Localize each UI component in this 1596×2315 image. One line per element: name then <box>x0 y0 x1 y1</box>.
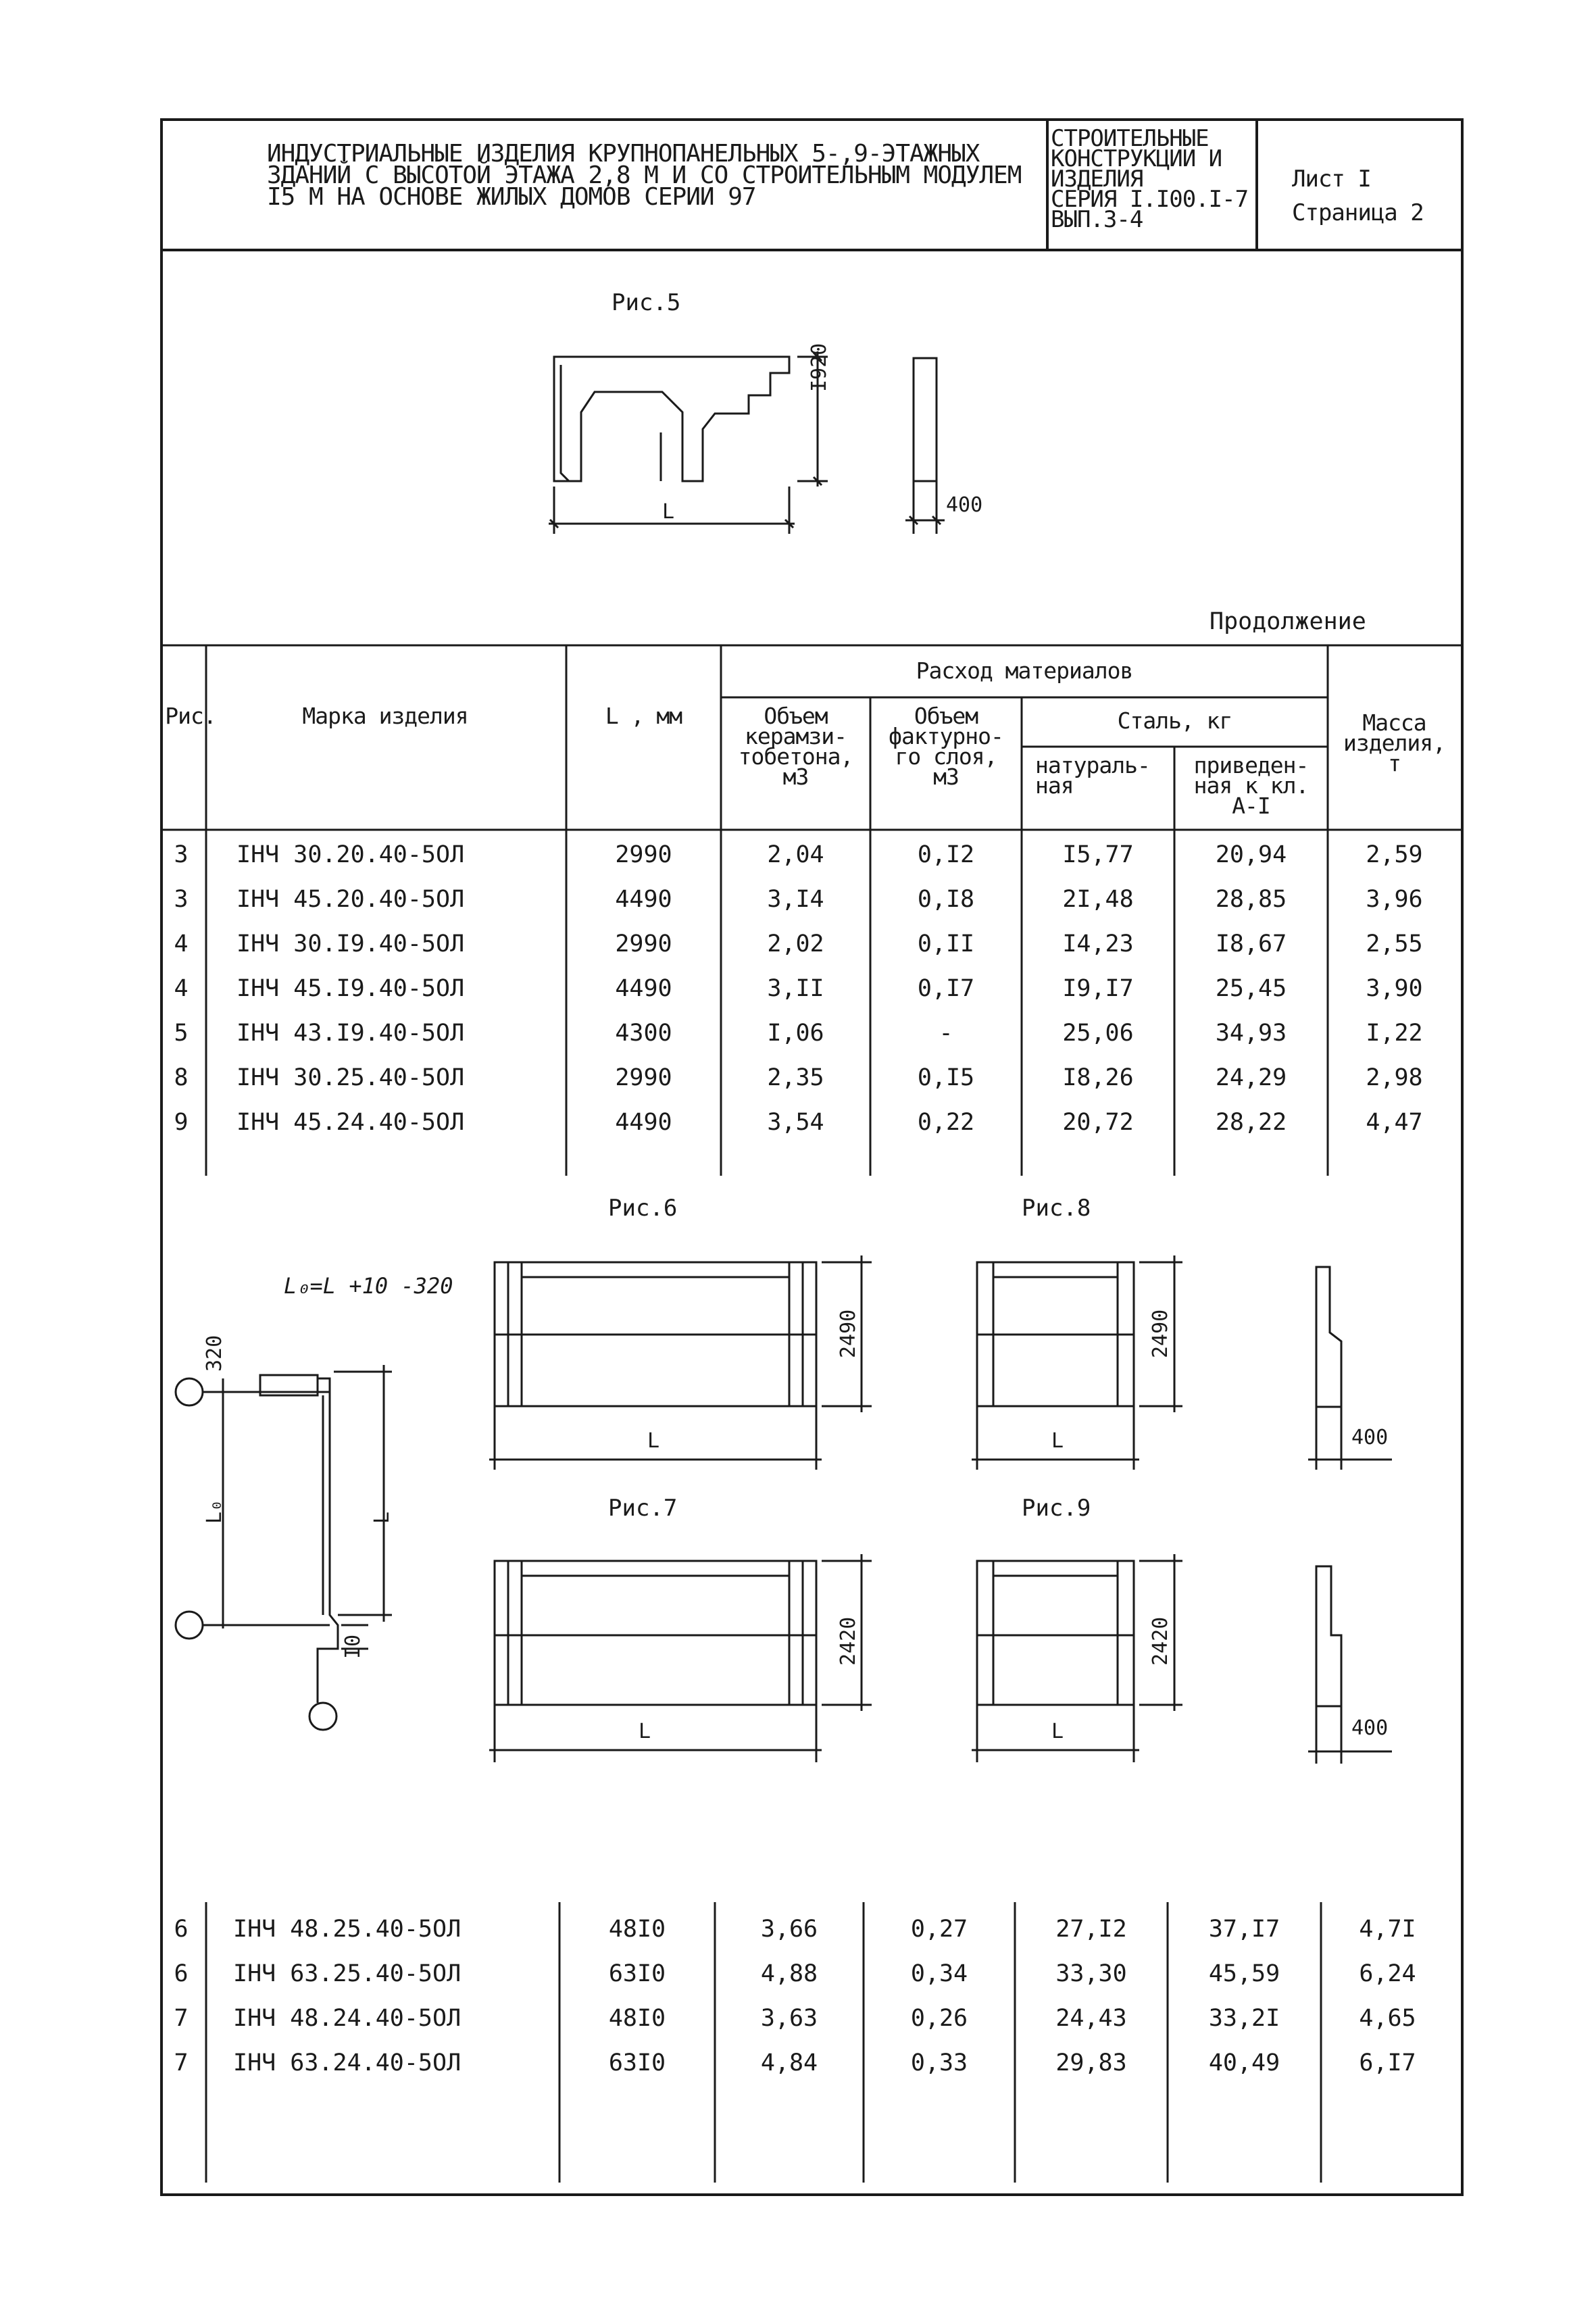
cell-mass: 3,90 <box>1366 975 1423 1002</box>
cell-facing: 0,I2 <box>917 841 975 868</box>
cell-steel-reduced: 37,I7 <box>1208 1916 1280 1943</box>
cell-steel-reduced: 28,85 <box>1215 886 1287 913</box>
cell-facing: 0,II <box>917 930 975 957</box>
th-length: L , мм <box>605 703 682 729</box>
cell-steel-natural: I5,77 <box>1062 841 1134 868</box>
th-concrete-line: керамзи- <box>745 723 847 749</box>
detail-formula: L₀=L +10 -320 <box>284 1273 453 1299</box>
cell-length: 2990 <box>615 1064 672 1091</box>
cell-mass: 4,7I <box>1359 1916 1416 1943</box>
cell-concrete: 2,02 <box>767 930 824 957</box>
cell-fig: 7 <box>174 2049 189 2076</box>
cell-fig: 3 <box>174 886 189 913</box>
cell-steel-natural: 25,06 <box>1062 1020 1134 1047</box>
th-steel-natural-line: ная <box>1035 772 1074 799</box>
cell-mass: 2,59 <box>1366 841 1423 868</box>
th-mass-line: т <box>1388 750 1401 776</box>
cell-steel-reduced: I8,67 <box>1215 930 1287 957</box>
fig9-length-dim: L <box>1051 1720 1064 1743</box>
cell-facing: 0,I5 <box>917 1064 975 1091</box>
th-concrete-line: Объем <box>764 703 828 729</box>
cell-steel-reduced: 45,59 <box>1208 1960 1280 1987</box>
cell-mark: IНЧ 30.25.40-5ОЛ <box>236 1064 465 1091</box>
cell-facing: 0,34 <box>910 1960 968 1987</box>
cell-fig: 5 <box>174 1020 189 1047</box>
cell-concrete: 3,54 <box>767 1109 824 1136</box>
th-steel-reduced-line: приведен- <box>1193 752 1309 778</box>
cell-concrete: 4,84 <box>760 2049 818 2076</box>
th-concrete-line: м3 <box>782 764 809 790</box>
detail-l0-label: L₀ <box>203 1499 226 1524</box>
cell-facing: 0,33 <box>910 2049 968 2076</box>
cell-concrete: 3,63 <box>760 2005 818 2032</box>
fig8-thickness-dim: 400 <box>1351 1426 1389 1449</box>
fig6-height-dim: 2490 <box>837 1309 860 1358</box>
series-line-5: ВЫП.3-4 <box>1051 206 1143 233</box>
cell-fig: 6 <box>174 1960 189 1987</box>
page-number: Страница 2 <box>1292 199 1424 226</box>
cell-length: 48I0 <box>608 2005 666 2032</box>
cell-concrete: 2,04 <box>767 841 824 868</box>
cell-concrete: 3,66 <box>760 1916 818 1943</box>
th-steel-reduced-line: А-I <box>1232 793 1270 819</box>
cell-mark: IНЧ 45.20.40-5ОЛ <box>236 886 465 913</box>
fig9-label: Рис.9 <box>1022 1495 1091 1522</box>
cell-length: 4490 <box>615 1109 672 1136</box>
series-line-3: ИЗДЕЛИЯ <box>1051 166 1143 193</box>
cell-mark: IНЧ 43.I9.40-5ОЛ <box>236 1020 465 1047</box>
cell-concrete: 4,88 <box>760 1960 818 1987</box>
cell-length: 4490 <box>615 886 672 913</box>
cell-fig: 7 <box>174 2005 189 2032</box>
cell-mass: 4,65 <box>1359 2005 1416 2032</box>
cell-facing: - <box>939 1020 953 1047</box>
cell-fig: 6 <box>174 1916 189 1943</box>
th-facing-line: го слоя, <box>895 743 997 770</box>
cell-mass: 3,96 <box>1366 886 1423 913</box>
th-mass-line: изделия, <box>1343 730 1445 756</box>
cell-steel-natural: I8,26 <box>1062 1064 1134 1091</box>
cell-mark: IНЧ 48.24.40-5ОЛ <box>233 2005 462 2032</box>
cell-steel-natural: 27,I2 <box>1055 1916 1127 1943</box>
fig9-thickness-dim: 400 <box>1351 1716 1389 1740</box>
cell-length: 48I0 <box>608 1916 666 1943</box>
fig7-height-dim: 2420 <box>837 1616 860 1666</box>
cell-facing: 0,22 <box>917 1109 975 1136</box>
cell-steel-natural: I9,I7 <box>1062 975 1134 1002</box>
fig6-length-dim: L <box>647 1429 660 1453</box>
cell-mark: IНЧ 63.24.40-5ОЛ <box>233 2049 462 2076</box>
fig8-label: Рис.8 <box>1022 1195 1091 1222</box>
cell-steel-natural: I4,23 <box>1062 930 1134 957</box>
fig7-length-dim: L <box>639 1720 651 1743</box>
cell-steel-natural: 24,43 <box>1055 2005 1127 2032</box>
cell-mark: IНЧ 45.24.40-5ОЛ <box>236 1109 465 1136</box>
cell-steel-reduced: 20,94 <box>1215 841 1287 868</box>
cell-steel-natural: 29,83 <box>1055 2049 1127 2076</box>
th-facing-line: фактурно- <box>889 723 1003 749</box>
cell-mass: I,22 <box>1366 1020 1423 1047</box>
detail-bottom-dim: I0 <box>341 1634 365 1659</box>
cell-steel-reduced: 25,45 <box>1215 975 1287 1002</box>
cell-steel-reduced: 34,93 <box>1215 1020 1287 1047</box>
cell-facing: 0,I8 <box>917 886 975 913</box>
cell-facing: 0,26 <box>910 2005 968 2032</box>
cell-mass: 2,55 <box>1366 930 1423 957</box>
fig7-label: Рис.7 <box>608 1495 678 1522</box>
cell-steel-natural: 20,72 <box>1062 1109 1134 1136</box>
title-line-1: ИНДУСТРИАЛЬНЫЕ ИЗДЕЛИЯ КРУПНОПАНЕЛЬНЫХ 5-,9-ЭТАЖНЫХ <box>267 140 980 168</box>
series-line-4: СЕРИЯ I.I00.I-7 <box>1051 186 1249 213</box>
th-mark: Марка изделия <box>302 703 468 729</box>
cell-fig: 9 <box>174 1109 189 1136</box>
th-fig: Рис. <box>165 703 216 729</box>
cell-mark: IНЧ 63.25.40-5ОЛ <box>233 1960 462 1987</box>
fig5-label: Рис.5 <box>612 289 681 316</box>
th-concrete-line: тобетона, <box>738 743 853 770</box>
cell-concrete: I,06 <box>767 1020 824 1047</box>
cell-steel-reduced: 33,2I <box>1208 2005 1280 2032</box>
cell-mass: 2,98 <box>1366 1064 1423 1091</box>
cell-steel-natural: 2I,48 <box>1062 886 1134 913</box>
cell-steel-natural: 33,30 <box>1055 1960 1127 1987</box>
cell-mass: 6,I7 <box>1359 2049 1416 2076</box>
cell-length: 2990 <box>615 841 672 868</box>
fig9-height-dim: 2420 <box>1149 1616 1172 1666</box>
cell-mark: IНЧ 30.20.40-5ОЛ <box>236 841 465 868</box>
continuation-label: Продолжение <box>1210 608 1366 635</box>
sheet-number: Лист I <box>1292 166 1371 193</box>
series-line-2: КОНСТРУКЦИИ И <box>1051 145 1222 172</box>
cell-concrete: 3,II <box>767 975 824 1002</box>
th-facing-line: м3 <box>933 764 959 790</box>
fig8-length-dim: L <box>1051 1429 1064 1453</box>
title-line-2: ЗДАНИЙ С ВЫСОТОЙ ЭТАЖА 2,8 М И СО СТРОИТЕЛЬНЫМ МОДУЛЕМ <box>267 161 1022 189</box>
th-steel: Сталь, кг <box>1117 707 1232 734</box>
detail-l-label: L <box>370 1511 394 1524</box>
cell-fig: 3 <box>174 841 189 868</box>
cell-fig: 8 <box>174 1064 189 1091</box>
cell-fig: 4 <box>174 930 189 957</box>
th-facing-line: Объем <box>914 703 978 729</box>
fig5-thickness-dim: 400 <box>946 493 983 517</box>
fig8-height-dim: 2490 <box>1149 1309 1172 1358</box>
th-steel-natural-line: натураль- <box>1035 752 1150 778</box>
series-line-1: СТРОИТЕЛЬНЫЕ <box>1051 125 1209 152</box>
cell-fig: 4 <box>174 975 189 1002</box>
fig6-label: Рис.6 <box>608 1195 678 1222</box>
cell-mark: IНЧ 48.25.40-5ОЛ <box>233 1916 462 1943</box>
cell-facing: 0,27 <box>910 1916 968 1943</box>
cell-steel-reduced: 28,22 <box>1215 1109 1287 1136</box>
title-line-3: I5 М НА ОСНОВЕ ЖИЛЫХ ДОМОВ СЕРИИ 97 <box>267 183 756 211</box>
cell-mark: IНЧ 45.I9.40-5ОЛ <box>236 975 465 1002</box>
cell-mass: 6,24 <box>1359 1960 1416 1987</box>
cell-mark: IНЧ 30.I9.40-5ОЛ <box>236 930 465 957</box>
cell-length: 63I0 <box>608 1960 666 1987</box>
fig5-length-dim: L <box>662 500 675 524</box>
th-materials: Расход материалов <box>916 657 1133 684</box>
fig5-height-dim: I920 <box>807 343 831 392</box>
th-mass-line: Масса <box>1362 710 1426 736</box>
cell-length: 4300 <box>615 1020 672 1047</box>
cell-length: 63I0 <box>608 2049 666 2076</box>
cell-concrete: 3,I4 <box>767 886 824 913</box>
cell-mass: 4,47 <box>1366 1109 1423 1136</box>
cell-length: 2990 <box>615 930 672 957</box>
detail-top-dim: 320 <box>203 1335 226 1372</box>
cell-steel-reduced: 40,49 <box>1208 2049 1280 2076</box>
cell-facing: 0,I7 <box>917 975 975 1002</box>
cell-concrete: 2,35 <box>767 1064 824 1091</box>
cell-length: 4490 <box>615 975 672 1002</box>
cell-steel-reduced: 24,29 <box>1215 1064 1287 1091</box>
th-steel-reduced-line: ная к кл. <box>1193 772 1309 799</box>
